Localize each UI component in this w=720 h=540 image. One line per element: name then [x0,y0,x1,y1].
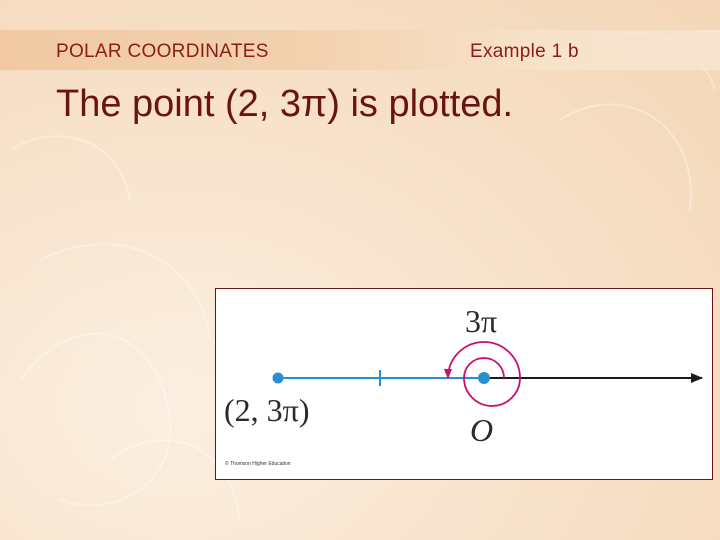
section-title: POLAR COORDINATES [56,41,269,62]
example-label: Example 1 b [470,41,579,62]
angle-label: 3π [465,303,498,339]
polar-figure [215,288,713,480]
point-label: (2, 3π) [224,392,310,428]
copyright-text: © Thomson Higher Education [225,461,291,467]
origin-point [478,372,490,384]
plotted-point [273,373,284,384]
origin-label: O [470,412,494,448]
slide-headline: The point (2, 3π) is plotted. [56,83,514,125]
polar-diagram [222,295,706,473]
